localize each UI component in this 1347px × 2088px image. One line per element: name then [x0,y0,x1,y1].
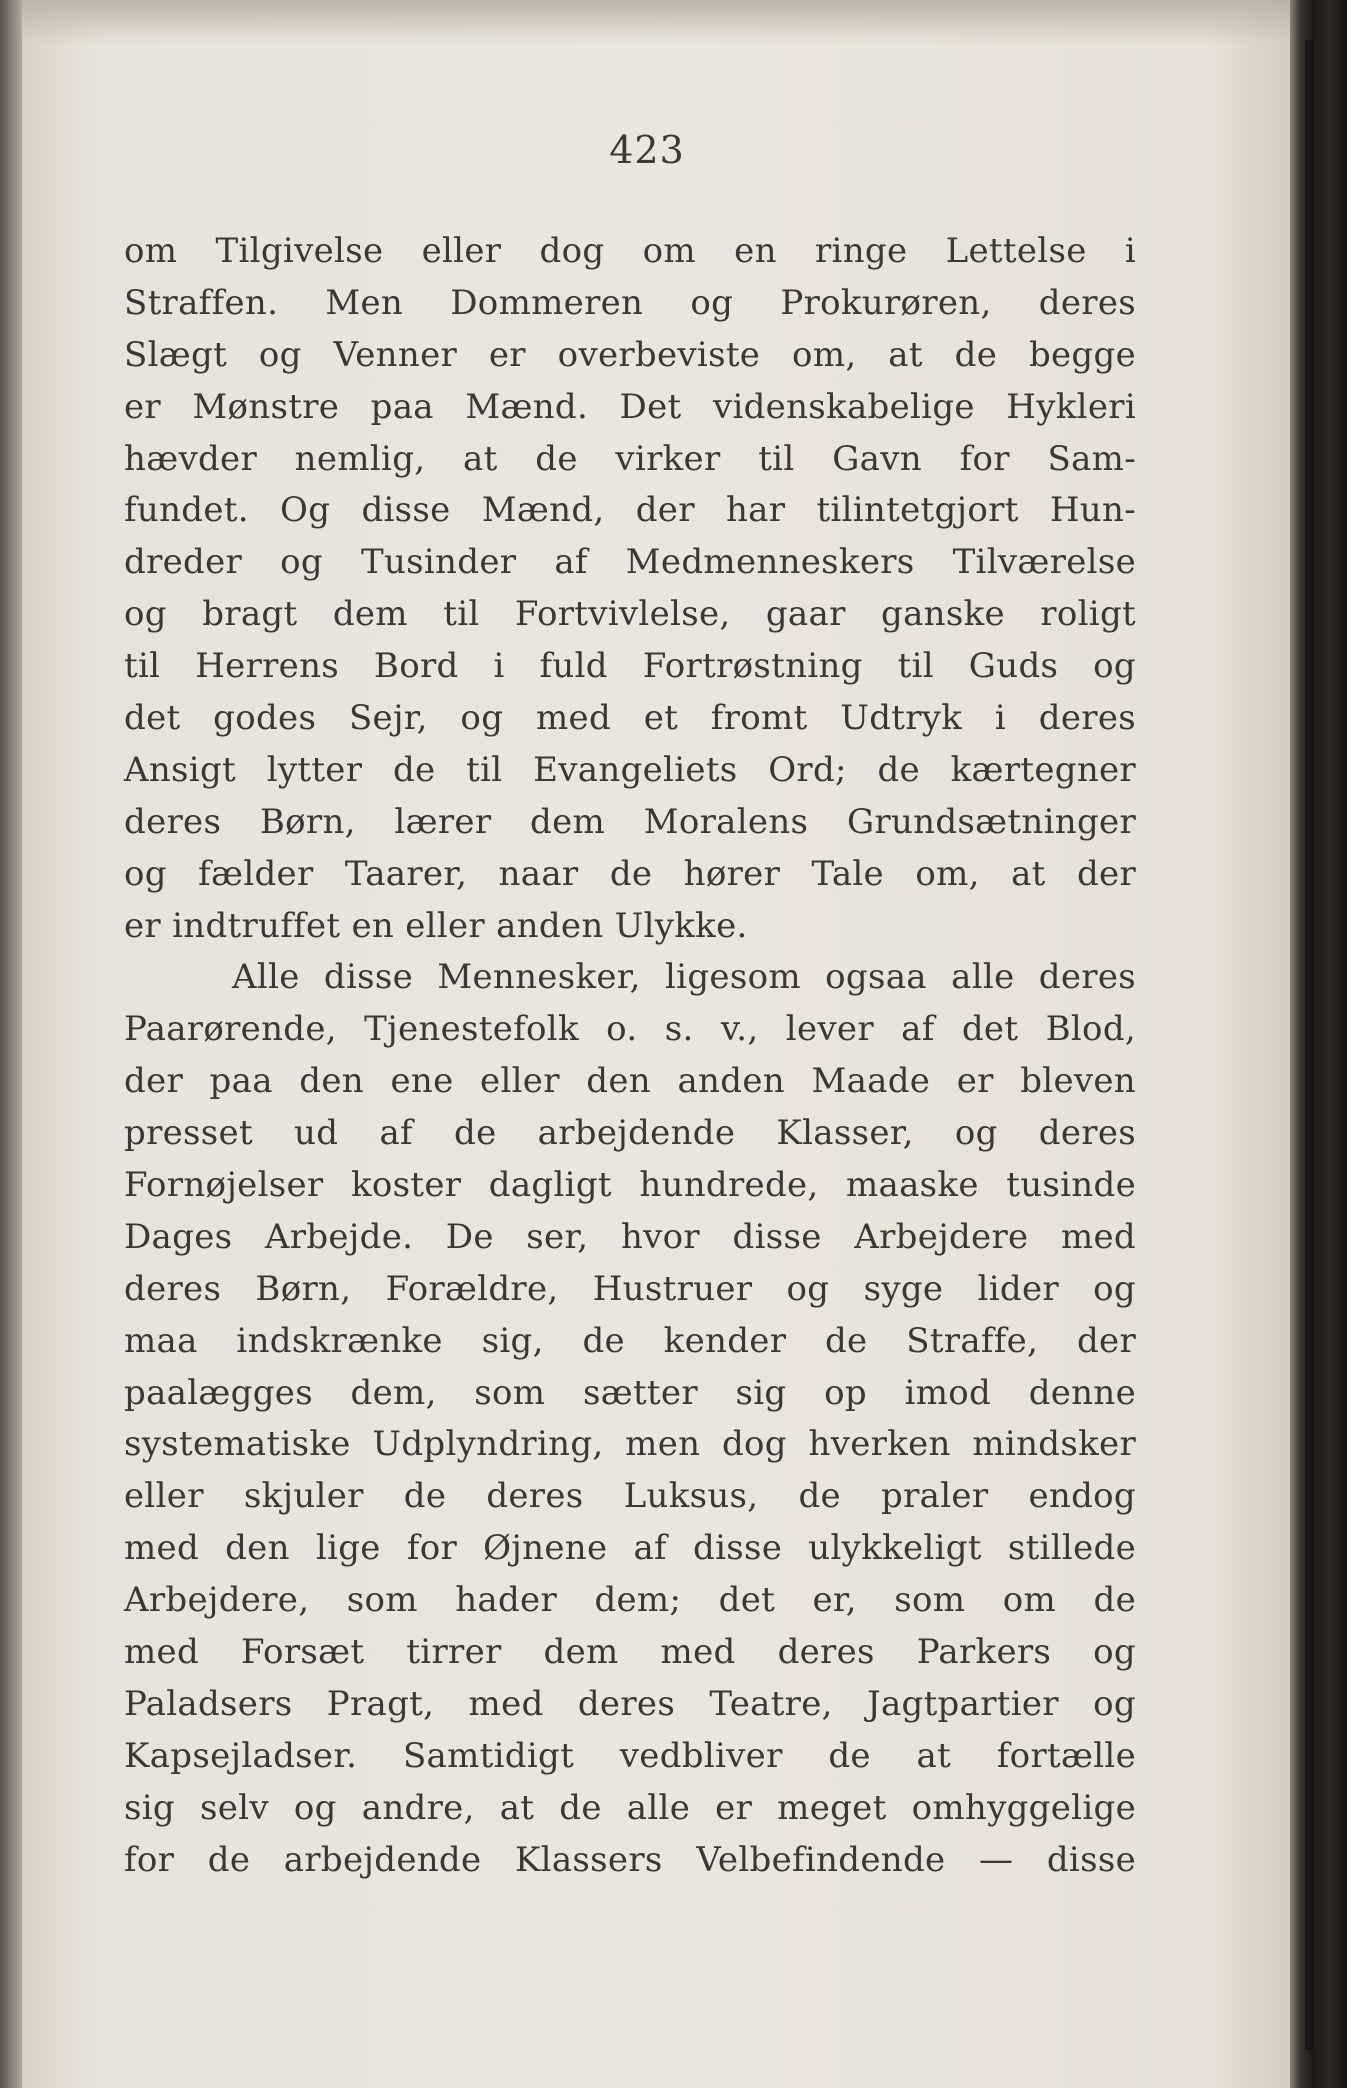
paragraph-start-line: Alle disse Mennesker, ligesom ogsaa alle deres [232,957,1136,998]
text-line: og fælder Taarer, naar de hører Tale om, at der [124,853,1136,894]
text-line: paalægges dem, som sætter sig op imod denne [124,1372,1136,1413]
binding-strap [1305,40,1313,2050]
book-binding [1290,0,1347,2088]
text-line: Slægt og Venner er overbeviste om, at de begge [124,334,1136,375]
text-line: deres Børn, lærer dem Moralens Grundsætninger [124,801,1136,842]
text-line: Ansigt lytter de til Evangeliets Ord; de kærtegner [124,749,1136,790]
text-line: til Herrens Bord i fuld Fortrøstning til Guds og [124,646,1136,687]
text-line: maa indskrænke sig, de kender de Straffe, der [124,1320,1136,1361]
text-line: for de arbejdende Klassers Velbefindende — disse [124,1839,1136,1880]
left-page-edge [0,0,22,2088]
text-line: Fornøjelser koster dagligt hundrede, maaske tusinde [124,1165,1136,1206]
text-line: sig selv og andre, at de alle er meget omhyggelige [124,1787,1136,1828]
text-line: eller skjuler de deres Luksus, de praler endog [124,1476,1136,1517]
text-line: fundet. Og disse Mænd, der har tilintetgjort Hun- [124,490,1136,531]
text-line: Paarørende, Tjenestefolk o. s. v., lever af det Blod, [124,1009,1136,1050]
page-number: 423 [609,128,685,172]
text-line: der paa den ene eller den anden Maade er bleven [124,1061,1136,1102]
body-text [124,226,1136,1887]
text-line: det godes Sejr, og med et fromt Udtryk i deres [124,698,1136,739]
paragraph-end-line: er indtruffet en eller anden Ulykke. [124,905,748,946]
page-paper [22,0,1312,2088]
text-line: hævder nemlig, at de virker til Gavn for Sam- [124,438,1136,479]
text-line: og bragt dem til Fortvivlelse, gaar ganske roligt [124,594,1136,635]
text-line: er Mønstre paa Mænd. Det videnskabelige Hykleri [124,386,1136,427]
text-line: dreder og Tusinder af Medmenneskers Tilværelse [124,542,1136,583]
text-line: systematiske Udplyndring, men dog hverken mindsker [124,1424,1136,1465]
text-line: Straffen. Men Dommeren og Prokurøren, deres [124,282,1136,323]
text-line: med Forsæt tirrer dem med deres Parkers og [124,1632,1136,1673]
text-line: med den lige for Øjnene af disse ulykkeligt stillede [124,1528,1136,1569]
text-line: deres Børn, Forældre, Hustruer og syge lider og [124,1268,1136,1309]
text-line: Paladsers Pragt, med deres Teatre, Jagtpartier og [124,1683,1136,1724]
text-line: om Tilgivelse eller dog om en ringe Lettelse i [124,231,1136,271]
page-top-shadow [22,0,1312,44]
text-line: Dages Arbejde. De ser, hvor disse Arbejdere med [124,1216,1136,1257]
text-line: Kapsejladser. Samtidigt vedbliver de at fortælle [124,1735,1136,1776]
text-line: presset ud af de arbejdende Klasser, og deres [124,1113,1136,1154]
text-line: Arbejdere, som hader dem; det er, som om de [124,1580,1136,1621]
